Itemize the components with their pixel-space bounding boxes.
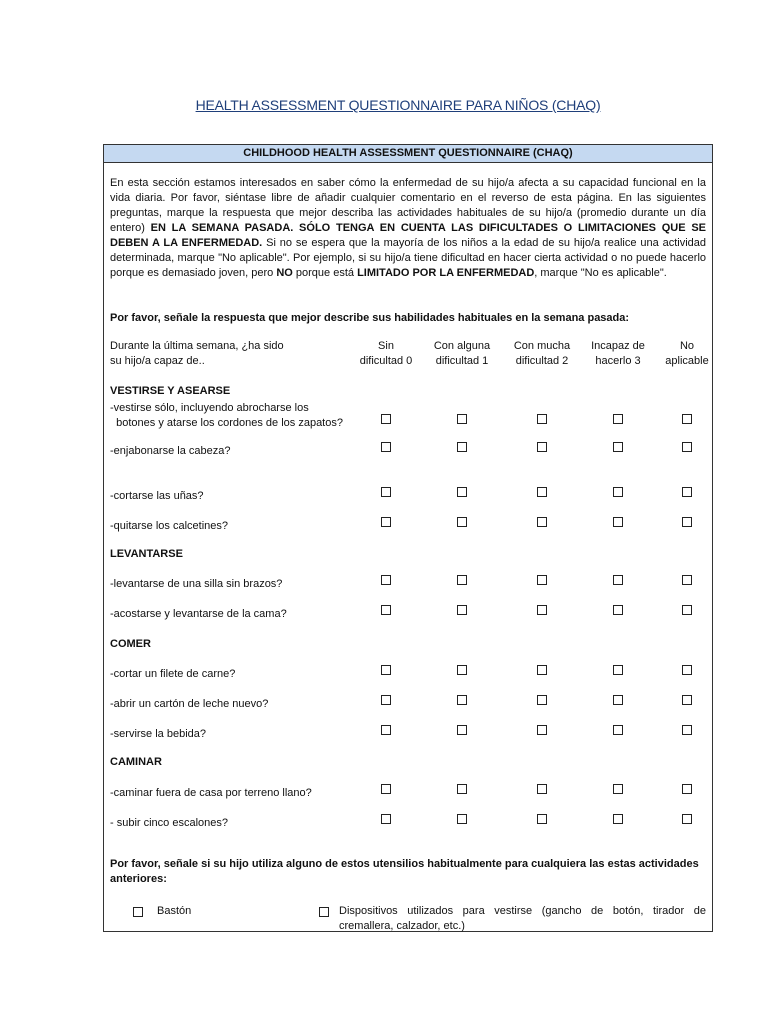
answer-checkbox-col4[interactable] [682, 814, 692, 824]
answer-checkbox-col3[interactable] [613, 487, 623, 497]
answer-checkbox-col1[interactable] [457, 575, 467, 585]
answer-checkbox-col2[interactable] [537, 442, 547, 452]
answer-checkbox-col3[interactable] [613, 414, 623, 424]
section-title: CAMINAR [110, 756, 162, 768]
document-title: HEALTH ASSESSMENT QUESTIONNAIRE PARA NIÑOS (CHAQ) [195, 97, 601, 113]
answer-checkbox-col4[interactable] [682, 695, 692, 705]
answer-checkbox-col3[interactable] [613, 725, 623, 735]
answer-checkbox-col0[interactable] [381, 517, 391, 527]
answer-checkbox-col3[interactable] [613, 442, 623, 452]
answer-checkbox-col4[interactable] [682, 605, 692, 615]
column-header-3: Incapaz de hacerlo 3 [591, 340, 645, 367]
answer-checkbox-col3[interactable] [613, 517, 623, 527]
answer-checkbox-col1[interactable] [457, 487, 467, 497]
question-text: -enjabonarse la cabeza? [110, 445, 231, 457]
question-text: -quitarse los calcetines? [110, 520, 229, 532]
aids-question: Por favor, señale si su hijo utiliza alguno de estos utensilios habitualmente para cualquiera las estas actividades anteriores: [110, 858, 699, 885]
answer-checkbox-col0[interactable] [381, 575, 391, 585]
answer-checkbox-col1[interactable] [457, 784, 467, 794]
aid-label-baston: Bastón [157, 905, 192, 917]
answer-checkbox-col2[interactable] [537, 517, 547, 527]
answer-checkbox-col1[interactable] [457, 517, 467, 527]
answer-checkbox-col2[interactable] [537, 414, 547, 424]
aid-checkbox-dressing-devices[interactable] [319, 907, 329, 917]
answer-checkbox-col4[interactable] [682, 442, 692, 452]
question-text: - subir cinco escalones? [110, 817, 229, 829]
answer-checkbox-col0[interactable] [381, 487, 391, 497]
answer-checkbox-col1[interactable] [457, 605, 467, 615]
answer-checkbox-col1[interactable] [457, 725, 467, 735]
answer-checkbox-col2[interactable] [537, 695, 547, 705]
answer-checkbox-col2[interactable] [537, 487, 547, 497]
section-title: LEVANTARSE [110, 548, 183, 560]
question-header: Durante la última semana, ¿ha sido su hijo/a capaz de.. [110, 340, 284, 367]
answer-checkbox-col0[interactable] [381, 784, 391, 794]
answer-checkbox-col1[interactable] [457, 442, 467, 452]
answer-checkbox-col1[interactable] [457, 665, 467, 675]
answer-checkbox-col2[interactable] [537, 814, 547, 824]
box-title: CHILDHOOD HEALTH ASSESSMENT QUESTIONNAIRE (CHAQ) [104, 145, 712, 163]
instruction-text: Por favor, señale la respuesta que mejor describe sus habilidades habituales en la semana pasada: [110, 312, 630, 324]
answer-checkbox-col0[interactable] [381, 442, 391, 452]
answer-checkbox-col2[interactable] [537, 784, 547, 794]
question-text: -vestirse sólo, incluyendo abrocharse los botones y atarse los cordones de los zapatos? [110, 402, 343, 429]
answer-checkbox-col3[interactable] [613, 814, 623, 824]
answer-checkbox-col3[interactable] [613, 605, 623, 615]
answer-checkbox-col4[interactable] [682, 575, 692, 585]
aid-checkbox-baston[interactable] [133, 907, 143, 917]
answer-checkbox-col1[interactable] [457, 814, 467, 824]
answer-checkbox-col4[interactable] [682, 665, 692, 675]
section-title: VESTIRSE Y ASEARSE [110, 385, 231, 397]
question-text: -caminar fuera de casa por terreno llano? [110, 787, 312, 799]
intro-paragraph: En esta sección estamos interesados en saber cómo la enfermedad de su hijo/a afecta a su capacidad funcional en la vida diaria. Por favor, siéntase libre de añadir cualquier comentario en el reverso de esta página. En las siguientes preguntas, marque la respuesta que mejor describa las actividades habituales de su hijo/a (promedio durante un día entero) EN LA SEMANA PASADA. SÓLO TENGA EN CUENTA LAS DIFICULTADES O LIMITACIONES QUE SE DEBEN A LA ENFERMEDAD. Si no se espera que la mayoría de los niños a la edad de su hijo/a realice una actividad determinada, marque "No aplicable". Por ejemplo, si su hijo/a tiene dificultad en hacer cierta actividad o no puede hacerlo porque es demasiado joven, pero NO porque está LIMITADO POR LA ENFERMEDAD, marque "No es aplicable". [110, 177, 706, 279]
questionnaire-box [103, 144, 713, 932]
answer-checkbox-col4[interactable] [682, 517, 692, 527]
question-text: -abrir un cartón de leche nuevo? [110, 698, 269, 710]
answer-checkbox-col2[interactable] [537, 605, 547, 615]
answer-checkbox-col3[interactable] [613, 695, 623, 705]
answer-checkbox-col2[interactable] [537, 725, 547, 735]
question-text: -cortarse las uñas? [110, 490, 204, 502]
answer-checkbox-col4[interactable] [682, 487, 692, 497]
answer-checkbox-col0[interactable] [381, 695, 391, 705]
question-text: -levantarse de una silla sin brazos? [110, 578, 283, 590]
column-header-2: Con mucha dificultad 2 [513, 340, 571, 367]
aid-label-dressing-devices: Dispositivos utilizados para vestirse (gancho de botón, tirador de cremallera, calzador, etc.) [339, 905, 706, 932]
answer-checkbox-col2[interactable] [537, 665, 547, 675]
column-header-4: No aplicable [665, 340, 709, 367]
question-text: -cortar un filete de carne? [110, 668, 236, 680]
section-title: COMER [110, 638, 151, 650]
answer-checkbox-col4[interactable] [682, 725, 692, 735]
question-text: -servirse la bebida? [110, 728, 206, 740]
answer-checkbox-col0[interactable] [381, 665, 391, 675]
answer-checkbox-col4[interactable] [682, 414, 692, 424]
answer-checkbox-col0[interactable] [381, 414, 391, 424]
answer-checkbox-col3[interactable] [613, 784, 623, 794]
answer-checkbox-col0[interactable] [381, 605, 391, 615]
column-header-1: Con alguna dificultad 1 [433, 340, 491, 367]
answer-checkbox-col0[interactable] [381, 725, 391, 735]
answer-checkbox-col2[interactable] [537, 575, 547, 585]
answer-checkbox-col1[interactable] [457, 695, 467, 705]
answer-checkbox-col1[interactable] [457, 414, 467, 424]
column-header-0: Sin dificultad 0 [359, 340, 413, 367]
answer-checkbox-col3[interactable] [613, 575, 623, 585]
answer-checkbox-col4[interactable] [682, 784, 692, 794]
question-text: -acostarse y levantarse de la cama? [110, 608, 287, 620]
answer-checkbox-col0[interactable] [381, 814, 391, 824]
answer-checkbox-col3[interactable] [613, 665, 623, 675]
